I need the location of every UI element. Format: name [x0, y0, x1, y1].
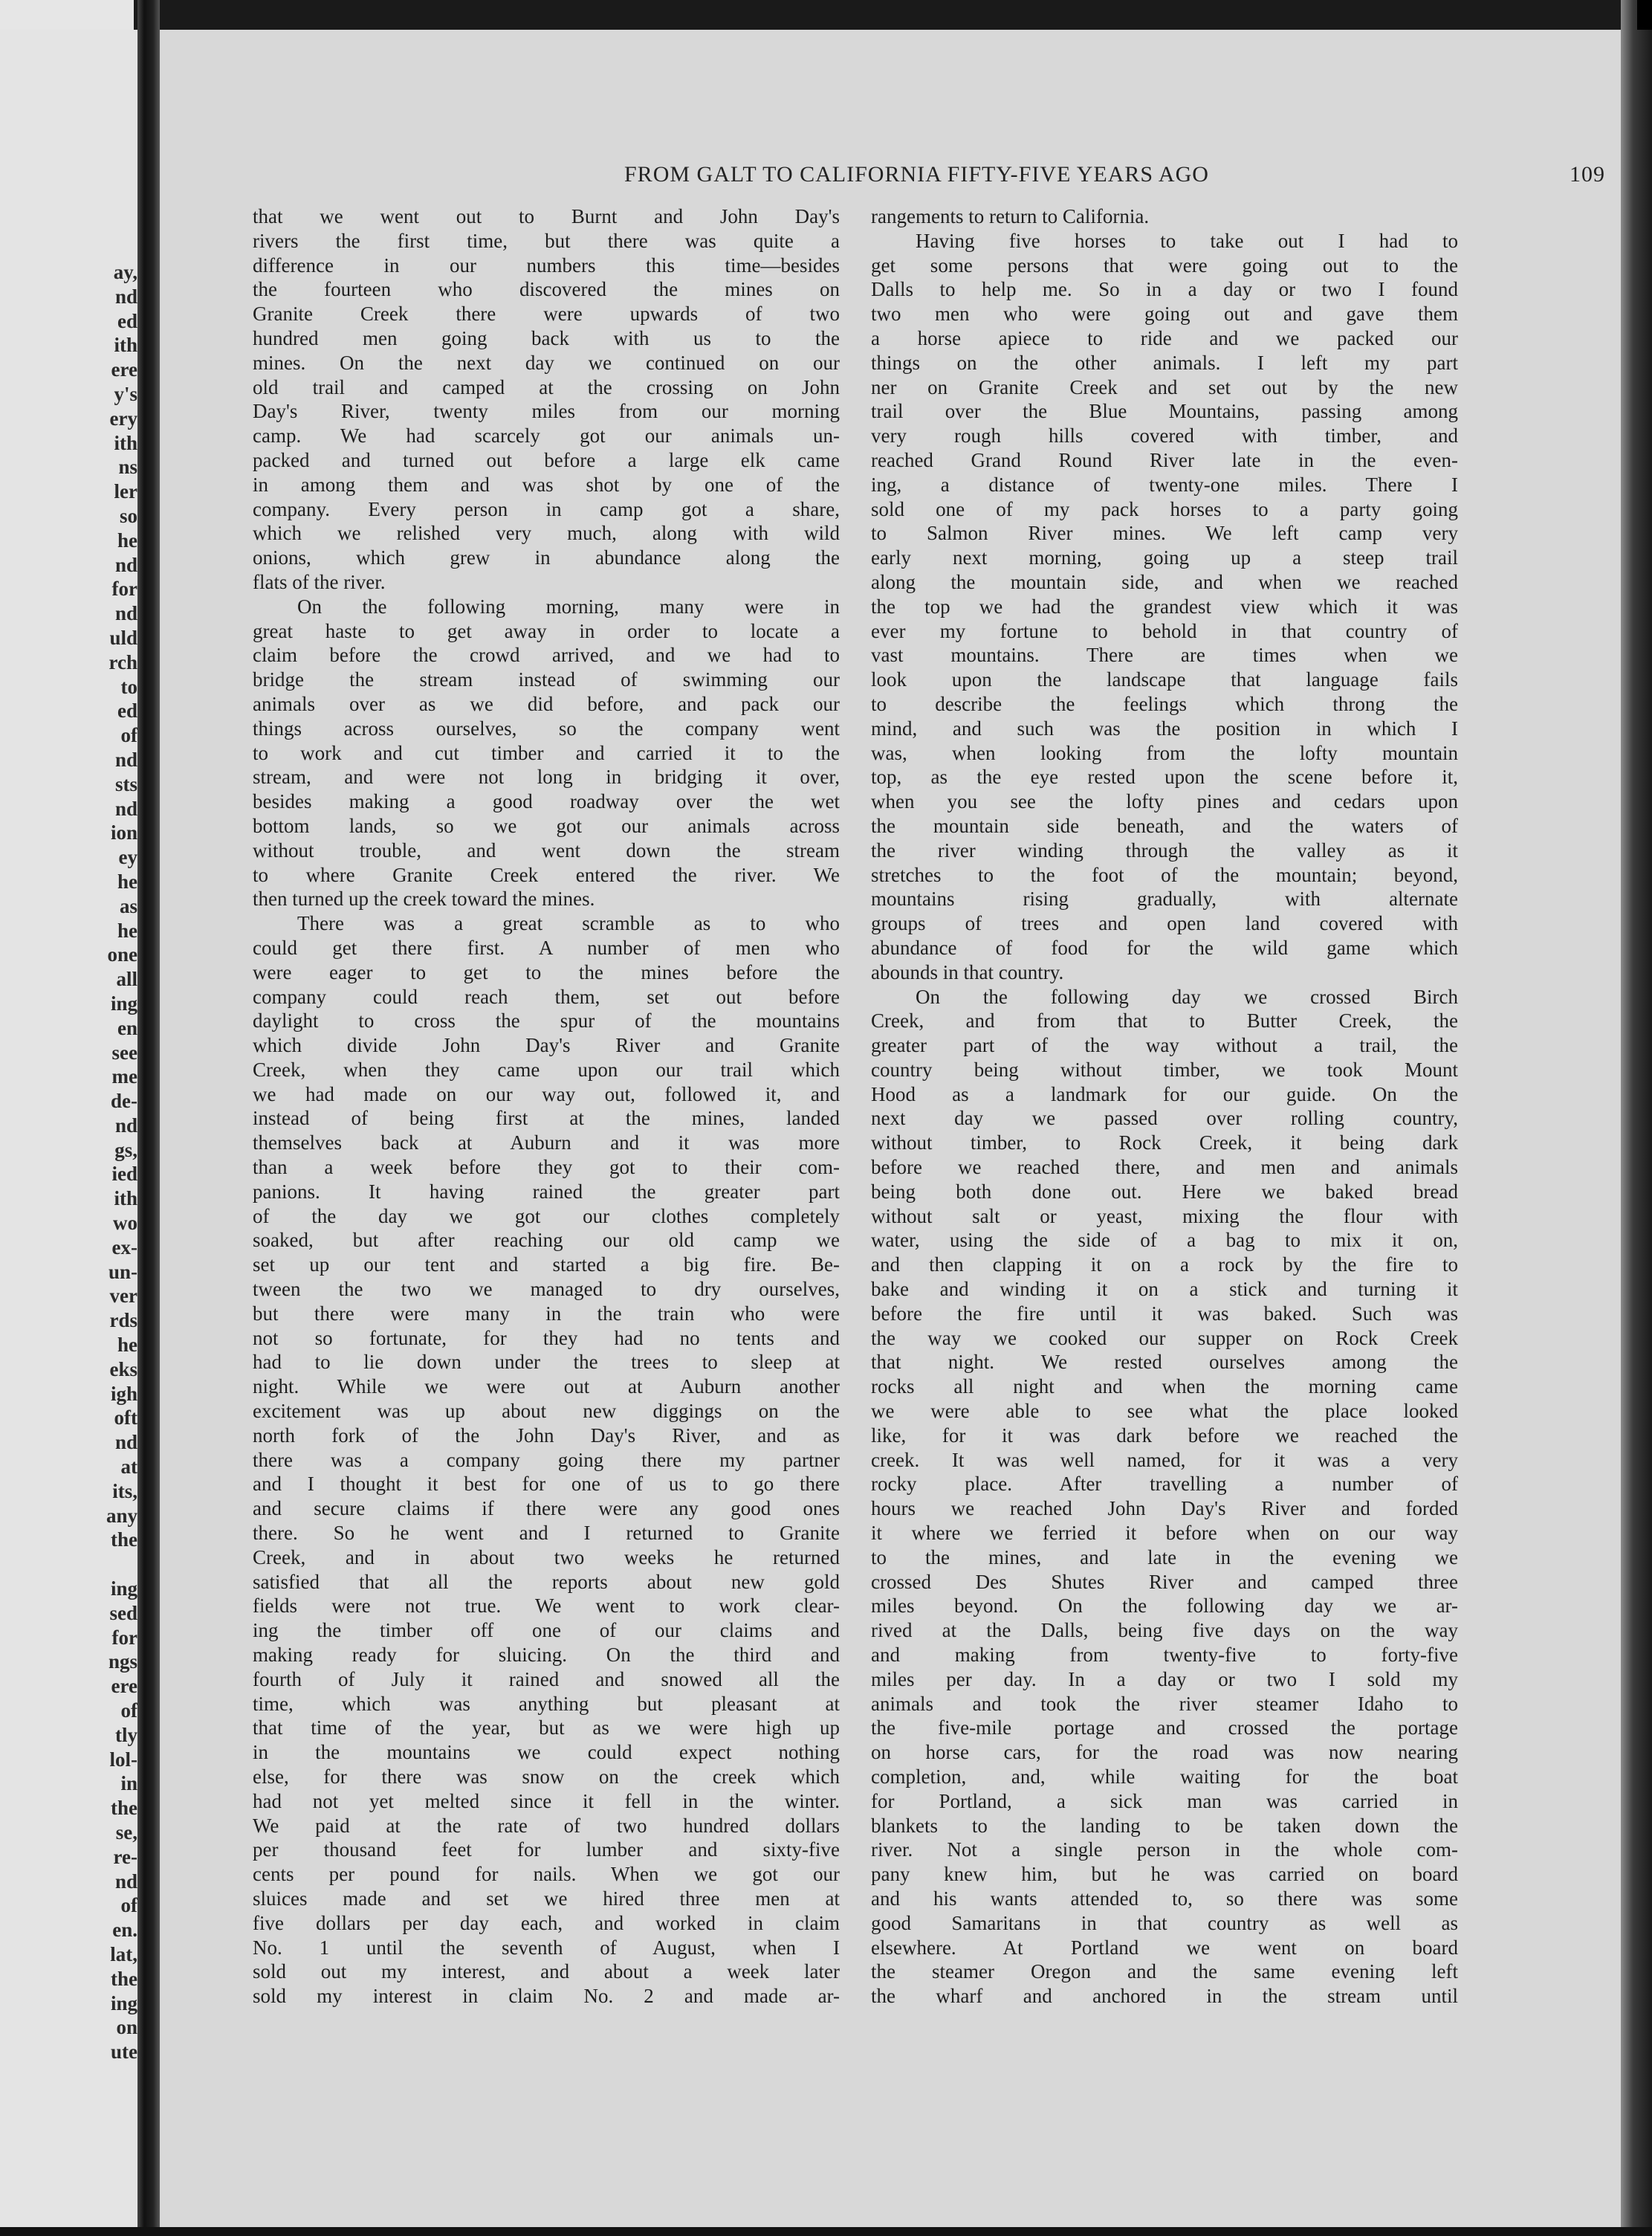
- facing-page-fragment: of: [120, 1894, 137, 1917]
- text-line: reached Grand Round River late in the even-: [871, 448, 1458, 471]
- text-line: rocks all night and when the morning came: [871, 1375, 1458, 1398]
- facing-page-fragment: me: [111, 1065, 137, 1088]
- text-line: things across ourselves, so the company went: [253, 717, 840, 740]
- text-line: to Salmon River mines. We left camp very: [871, 522, 1458, 545]
- text-line: rocky place. After travelling a number of: [871, 1473, 1458, 1496]
- facing-page-fragment: ns: [118, 456, 137, 479]
- text-line: north fork of the John Day's River, and as: [253, 1424, 840, 1447]
- facing-page-fragment: ith: [114, 1187, 137, 1210]
- text-line: next day we passed over rolling country,: [871, 1107, 1458, 1130]
- text-line: Creek, when they came upon our trail which: [253, 1058, 840, 1081]
- facing-page-fragment: ith: [114, 334, 137, 357]
- text-line: company. Every person in camp got a share,: [253, 497, 840, 520]
- facing-page-fragment: sed: [109, 1601, 137, 1624]
- text-line: country being without timber, we took Mount: [871, 1058, 1458, 1081]
- facing-page-fragment: to: [120, 675, 137, 698]
- text-line: Hood as a landmark for our guide. On the: [871, 1082, 1458, 1105]
- text-line: without timber, to Rock Creek, it being dark: [871, 1131, 1458, 1154]
- facing-page-fragment: ed: [117, 309, 137, 332]
- text-line: satisfied that all the reports about new gold: [253, 1570, 840, 1593]
- page-number: 109: [1570, 162, 1605, 187]
- facing-page-fragment: ith: [114, 431, 137, 454]
- text-line: flats of the river.: [253, 570, 386, 593]
- facing-page-fragment: ion: [110, 821, 137, 844]
- text-line: the wharf and anchored in the stream until: [871, 1985, 1458, 2008]
- text-line: we were able to see what the place looked: [871, 1400, 1458, 1423]
- text-line: in the mountains we could expect nothing: [253, 1741, 840, 1764]
- facing-page-fragment: gs,: [114, 1138, 137, 1161]
- facing-page-fragment: nd: [114, 553, 137, 576]
- facing-page-fragment: se,: [115, 1821, 137, 1844]
- text-line: besides making a good roadway over the wet: [253, 790, 840, 813]
- facing-page-fragment: any: [106, 1504, 137, 1527]
- text-line: then turned up the creek toward the mines.: [253, 888, 595, 911]
- text-line: in among them and was shot by one of the: [253, 473, 840, 496]
- text-line: groups of trees and open land covered with: [871, 912, 1458, 935]
- scan-top-edge-light: [0, 0, 134, 30]
- text-line: and I thought it best for one of us to go there: [253, 1473, 840, 1496]
- facing-page-fragment: tly: [115, 1723, 137, 1746]
- text-line: We paid at the rate of two hundred dollars: [253, 1814, 840, 1837]
- facing-page-fragment: ing: [110, 992, 137, 1015]
- facing-page-fragment: ery: [109, 407, 137, 430]
- text-line: to describe the feelings which throng the: [871, 692, 1458, 715]
- text-line: sold my interest in claim No. 2 and made ar-: [253, 1985, 840, 2008]
- facing-page-fragment: en: [117, 1016, 137, 1039]
- text-line: packed and turned out before a large elk came: [253, 448, 840, 471]
- text-line: hours we reached John Day's River and forded: [871, 1497, 1458, 1520]
- text-line: ever my fortune to behold in that country of: [871, 619, 1458, 642]
- facing-page-fragment: ey: [118, 846, 137, 869]
- text-line: stretches to the foot of the mountain; beyond,: [871, 863, 1458, 886]
- facing-page-fragment: ied: [111, 1163, 137, 1186]
- text-line: creek. It was well named, for it was a very: [871, 1448, 1458, 1471]
- text-line: the fourteen who discovered the mines on: [253, 278, 840, 301]
- facing-page-fragment: so: [119, 504, 137, 527]
- text-line: hundred men going back with us to the: [253, 326, 840, 349]
- text-line: things on the other animals. I left my part: [871, 351, 1458, 374]
- text-line: were eager to get to the mines before the: [253, 960, 840, 983]
- text-line: excitement was up about new diggings on the: [253, 1400, 840, 1423]
- text-line: along the mountain side, and when we reached: [871, 570, 1458, 593]
- text-line: rived at the Dalls, being five days on the way: [871, 1619, 1458, 1642]
- text-line: sluices made and set we hired three men at: [253, 1887, 840, 1910]
- facing-page-fragment: in: [120, 1772, 137, 1795]
- text-line: that time of the year, but as we were high up: [253, 1716, 840, 1739]
- facing-page-fragment: of: [120, 1699, 137, 1722]
- facing-page-fragment: the: [111, 1797, 137, 1820]
- text-line: to work and cut timber and carried it to the: [253, 741, 840, 764]
- facing-page-fragment: at: [120, 1455, 137, 1479]
- text-line: on horse cars, for the road was now nearing: [871, 1741, 1458, 1764]
- text-line: pany knew him, but he was carried on board: [871, 1863, 1458, 1886]
- facing-page-fragment: ver: [109, 1285, 137, 1308]
- text-line: the top we had the grandest view which it was: [871, 595, 1458, 618]
- text-line: which we relished very much, along with wild: [253, 522, 840, 545]
- text-line: miles per day. In a day or two I sold my: [871, 1667, 1458, 1690]
- facing-page-fragment: nd: [114, 602, 137, 625]
- text-line: bottom lands, so we got our animals across: [253, 814, 840, 837]
- text-line: animals and took the river steamer Idaho to: [871, 1692, 1458, 1715]
- text-line: cents per pound for nails. When we got our: [253, 1863, 840, 1886]
- text-line: and then clapping it on a rock by the fire to: [871, 1253, 1458, 1276]
- facing-page-fragment: wo: [113, 1212, 137, 1235]
- text-line: vast mountains. There are times when we: [871, 644, 1458, 667]
- facing-page-fragment: he: [117, 870, 137, 893]
- facing-page-fragment: y's: [114, 382, 137, 405]
- text-line: that we went out to Burnt and John Day's: [253, 205, 840, 227]
- text-line: get some persons that were going out to the: [871, 253, 1458, 277]
- text-line: completion, and, while waiting for the boat: [871, 1765, 1458, 1788]
- text-line: daylight to cross the spur of the mountains: [253, 1009, 840, 1033]
- text-line: top, as the eye rested upon the scene before it,: [871, 766, 1458, 789]
- text-line: before the fire until it was baked. Such was: [871, 1302, 1458, 1325]
- text-line: Granite Creek there were upwards of two: [253, 303, 840, 326]
- text-line: without trouble, and went down the stream: [253, 838, 840, 862]
- text-line: fourth of July it rained and snowed all the: [253, 1667, 840, 1690]
- scan-bottom-edge: [0, 2227, 1652, 2236]
- text-line: which divide John Day's River and Granite: [253, 1034, 840, 1057]
- facing-page-fragment: all: [116, 968, 137, 991]
- text-line: and secure claims if there were any good ones: [253, 1497, 840, 1520]
- text-line: of the day we got our clothes completely: [253, 1204, 840, 1227]
- facing-page-fragment: for: [111, 1626, 137, 1649]
- text-line: time, which was anything but pleasant at: [253, 1692, 840, 1715]
- text-line: rangements to return to California.: [871, 205, 1150, 227]
- text-line: but there were many in the train who were: [253, 1302, 840, 1325]
- text-line: before we reached there, and men and animals: [871, 1156, 1458, 1179]
- text-line: to where Granite Creek entered the river. We: [253, 863, 840, 886]
- text-line: abounds in that country.: [871, 960, 1064, 983]
- text-line: that night. We rested ourselves among the: [871, 1351, 1458, 1374]
- text-line: soaked, but after reaching our old camp we: [253, 1229, 840, 1252]
- text-line: without salt or yeast, mixing the flour with: [871, 1204, 1458, 1227]
- facing-page-fragment: one: [107, 943, 137, 966]
- facing-page-fragment: ay,: [113, 261, 137, 283]
- text-line: five dollars per day each, and worked in claim: [253, 1911, 840, 1934]
- text-line: great haste to get away in order to locate a: [253, 619, 840, 642]
- text-line: animals over as we did before, and pack our: [253, 692, 840, 715]
- facing-page-fragment: ngs: [108, 1650, 137, 1673]
- text-line: night. While we were out at Auburn another: [253, 1375, 840, 1398]
- text-line: early next morning, going up a steep trail: [871, 546, 1458, 569]
- text-line: stream, and were not long in bridging it over,: [253, 766, 840, 789]
- text-line: when you see the lofty pines and cedars upon: [871, 790, 1458, 813]
- text-line: mind, and such was the position in which I: [871, 717, 1458, 740]
- text-line: Creek, and in about two weeks he returned: [253, 1545, 840, 1568]
- running-header: [624, 162, 1605, 195]
- text-line: Creek, and from that to Butter Creek, the: [871, 1009, 1458, 1033]
- text-line: a horse apiece to ride and we packed our: [871, 326, 1458, 349]
- facing-page-fragment: for: [111, 578, 137, 601]
- facing-page-fragment: ler: [114, 480, 137, 503]
- text-line: than a week before they got to their com-: [253, 1156, 840, 1179]
- text-line: bridge the stream instead of swimming our: [253, 668, 840, 691]
- text-line: two men who were going out and gave them: [871, 303, 1458, 326]
- text-line: ing the timber off one of our claims and: [253, 1619, 840, 1642]
- facing-page-fragment: lat,: [110, 1942, 137, 1965]
- text-line: making ready for sluicing. On the third and: [253, 1644, 840, 1667]
- text-line: water, using the side of a bag to mix it on,: [871, 1229, 1458, 1252]
- text-line: for Portland, a sick man was carried in: [871, 1789, 1458, 1812]
- text-line: the five-mile portage and crossed the portage: [871, 1716, 1458, 1739]
- running-title: FROM GALT TO CALIFORNIA FIFTY-FIVE YEARS AGO: [624, 162, 1209, 187]
- text-line: there. So he went and I returned to Granite: [253, 1522, 840, 1545]
- text-line: bake and winding it on a stick and turning it: [871, 1278, 1458, 1301]
- text-line: the river winding through the valley as it: [871, 838, 1458, 862]
- facing-page-fragment: the: [111, 1528, 137, 1551]
- text-line: camp. We had scarcely got our animals un-: [253, 424, 840, 447]
- text-line: not so fortunate, for they had no tents and: [253, 1326, 840, 1349]
- facing-page-fragment: of: [120, 724, 137, 747]
- text-line: Dalls to help me. So in a day or two I found: [871, 278, 1458, 301]
- text-line: tween the two we managed to dry ourselves,: [253, 1278, 840, 1301]
- facing-page-fragment: ute: [111, 2040, 137, 2064]
- facing-page-fragment: see: [111, 1041, 137, 1064]
- text-line: mountains rising gradually, with alternate: [871, 888, 1458, 911]
- facing-page-fragment: nd: [114, 285, 137, 308]
- facing-page-fragment: nd: [114, 748, 137, 771]
- text-line: ner on Granite Creek and set out by the new: [871, 375, 1458, 398]
- facing-page-fragment: igh: [110, 1382, 137, 1405]
- facing-page-fragment: he: [117, 919, 137, 942]
- text-line: fields were not true. We went to work clear-: [253, 1594, 840, 1618]
- text-line: there was a company going there my partner: [253, 1448, 840, 1471]
- facing-page-fragment: he: [117, 1334, 137, 1357]
- text-line: ing, a distance of twenty-one miles. There I: [871, 473, 1458, 496]
- scan-top-edge: [0, 0, 1652, 30]
- text-line: being both done out. Here we baked bread: [871, 1180, 1458, 1203]
- text-line: and making from twenty-five to forty-five: [871, 1644, 1458, 1667]
- facing-page-fragment: rds: [109, 1309, 137, 1332]
- text-line: set up our tent and started a big fire. Be-: [253, 1253, 840, 1276]
- text-line: No. 1 until the seventh of August, when I: [253, 1936, 840, 1959]
- facing-page-fragment: ed: [117, 699, 137, 723]
- facing-page-fragment: de-: [111, 1090, 137, 1113]
- text-line: claim before the crowd arrived, and we had to: [253, 644, 840, 667]
- facing-page-fragment: ere: [111, 1675, 137, 1698]
- facing-page-fragment: nd: [114, 1431, 137, 1454]
- facing-page-fragment: lol-: [109, 1748, 137, 1771]
- text-line: old trail and camped at the crossing on John: [253, 375, 840, 398]
- text-line: miles beyond. On the following day we ar-: [871, 1594, 1458, 1618]
- text-line: greater part of the way without a trail, the: [871, 1034, 1458, 1057]
- facing-page-fragment: uld: [109, 626, 137, 649]
- text-line: difference in our numbers this time—besides: [253, 253, 840, 277]
- text-line: On the following day we crossed Birch: [916, 985, 1458, 1008]
- facing-page-fragment: [48, 1552, 137, 1577]
- text-line: themselves back at Auburn and it was more: [253, 1131, 840, 1154]
- facing-page-fragment: nd: [114, 797, 137, 820]
- text-line: had to lie down under the trees to sleep at: [253, 1351, 840, 1374]
- text-line: and his wants attended to, so there was some: [871, 1887, 1458, 1910]
- text-line: instead of being first at the mines, landed: [253, 1107, 840, 1130]
- text-line: could get there first. A number of men who: [253, 936, 840, 959]
- text-line: else, for there was snow on the creek which: [253, 1765, 840, 1788]
- text-line: blankets to the landing to be taken down the: [871, 1814, 1458, 1837]
- text-line: elsewhere. At Portland we went on board: [871, 1936, 1458, 1959]
- book-spine: [137, 0, 160, 2236]
- text-line: to the mines, and late in the evening we: [871, 1545, 1458, 1568]
- text-line: the mountain side beneath, and the waters of: [871, 814, 1458, 837]
- text-line: river. Not a single person in the whole com-: [871, 1838, 1458, 1861]
- text-line: very rough hills covered with timber, and: [871, 424, 1458, 447]
- text-line: There was a great scramble as to who: [297, 912, 840, 935]
- text-line: per thousand feet for lumber and sixty-five: [253, 1838, 840, 1861]
- text-line: had not yet melted since it fell in the winter.: [253, 1789, 840, 1812]
- facing-page-edge: [0, 30, 137, 2227]
- text-line: rivers the first time, but there was quite a: [253, 229, 840, 252]
- text-line: look upon the landscape that language fails: [871, 668, 1458, 691]
- text-line: Having five horses to take out I had to: [916, 229, 1458, 252]
- facing-page-fragment: the: [111, 1967, 137, 1990]
- text-column-right: [871, 204, 1458, 2009]
- facing-page-fragment: oft: [114, 1406, 137, 1429]
- text-line: sold one of my pack horses to a party going: [871, 497, 1458, 520]
- text-line: trail over the Blue Mountains, passing among: [871, 400, 1458, 423]
- facing-page-fragment: ing: [110, 1577, 137, 1600]
- facing-page-fragment: nd: [114, 1870, 137, 1893]
- text-line: onions, which grew in abundance along the: [253, 546, 840, 569]
- scan-right-edge: [1621, 0, 1652, 2236]
- text-line: the way we cooked our supper on Rock Creek: [871, 1326, 1458, 1349]
- text-line: was, when looking from the lofty mountain: [871, 741, 1458, 764]
- text-line: like, for it was dark before we reached the: [871, 1424, 1458, 1447]
- text-line: mines. On the next day we continued on our: [253, 351, 840, 374]
- text-line: crossed Des Shutes River and camped three: [871, 1570, 1458, 1593]
- facing-page-text-fragments: [48, 260, 137, 2064]
- text-line: panions. It having rained the greater part: [253, 1180, 840, 1203]
- facing-page-fragment: he: [117, 529, 137, 552]
- facing-page-fragment: rch: [108, 650, 137, 673]
- text-line: Day's River, twenty miles from our morning: [253, 400, 840, 423]
- facing-page-fragment: re-: [113, 1845, 137, 1868]
- text-line: we had made on our way out, followed it, and: [253, 1082, 840, 1105]
- text-line: abundance of food for the wild game which: [871, 936, 1458, 959]
- facing-page-fragment: as: [119, 894, 137, 917]
- facing-page-fragment: ex-: [111, 1235, 137, 1258]
- text-line: the steamer Oregon and the same evening left: [871, 1960, 1458, 1983]
- facing-page-fragment: un-: [108, 1260, 137, 1283]
- facing-page-fragment: nd: [114, 1114, 137, 1137]
- text-line: company could reach them, set out before: [253, 985, 840, 1008]
- facing-page-fragment: its,: [112, 1479, 137, 1502]
- text-column-left: [253, 204, 840, 2009]
- facing-page-fragment: ere: [111, 358, 137, 381]
- facing-page-fragment: eks: [109, 1357, 137, 1380]
- text-line: it where we ferried it before when on our way: [871, 1522, 1458, 1545]
- facing-page-fragment: ing: [110, 1991, 137, 2014]
- scan-corner-tab: [1637, 0, 1652, 30]
- text-line: good Samaritans in that country as well as: [871, 1911, 1458, 1934]
- facing-page-fragment: on: [116, 2016, 137, 2039]
- text-line: On the following morning, many were in: [297, 595, 840, 618]
- facing-page-fragment: sts: [114, 772, 137, 795]
- facing-page-fragment: en.: [112, 1919, 137, 1942]
- text-line: sold out my interest, and about a week later: [253, 1960, 840, 1983]
